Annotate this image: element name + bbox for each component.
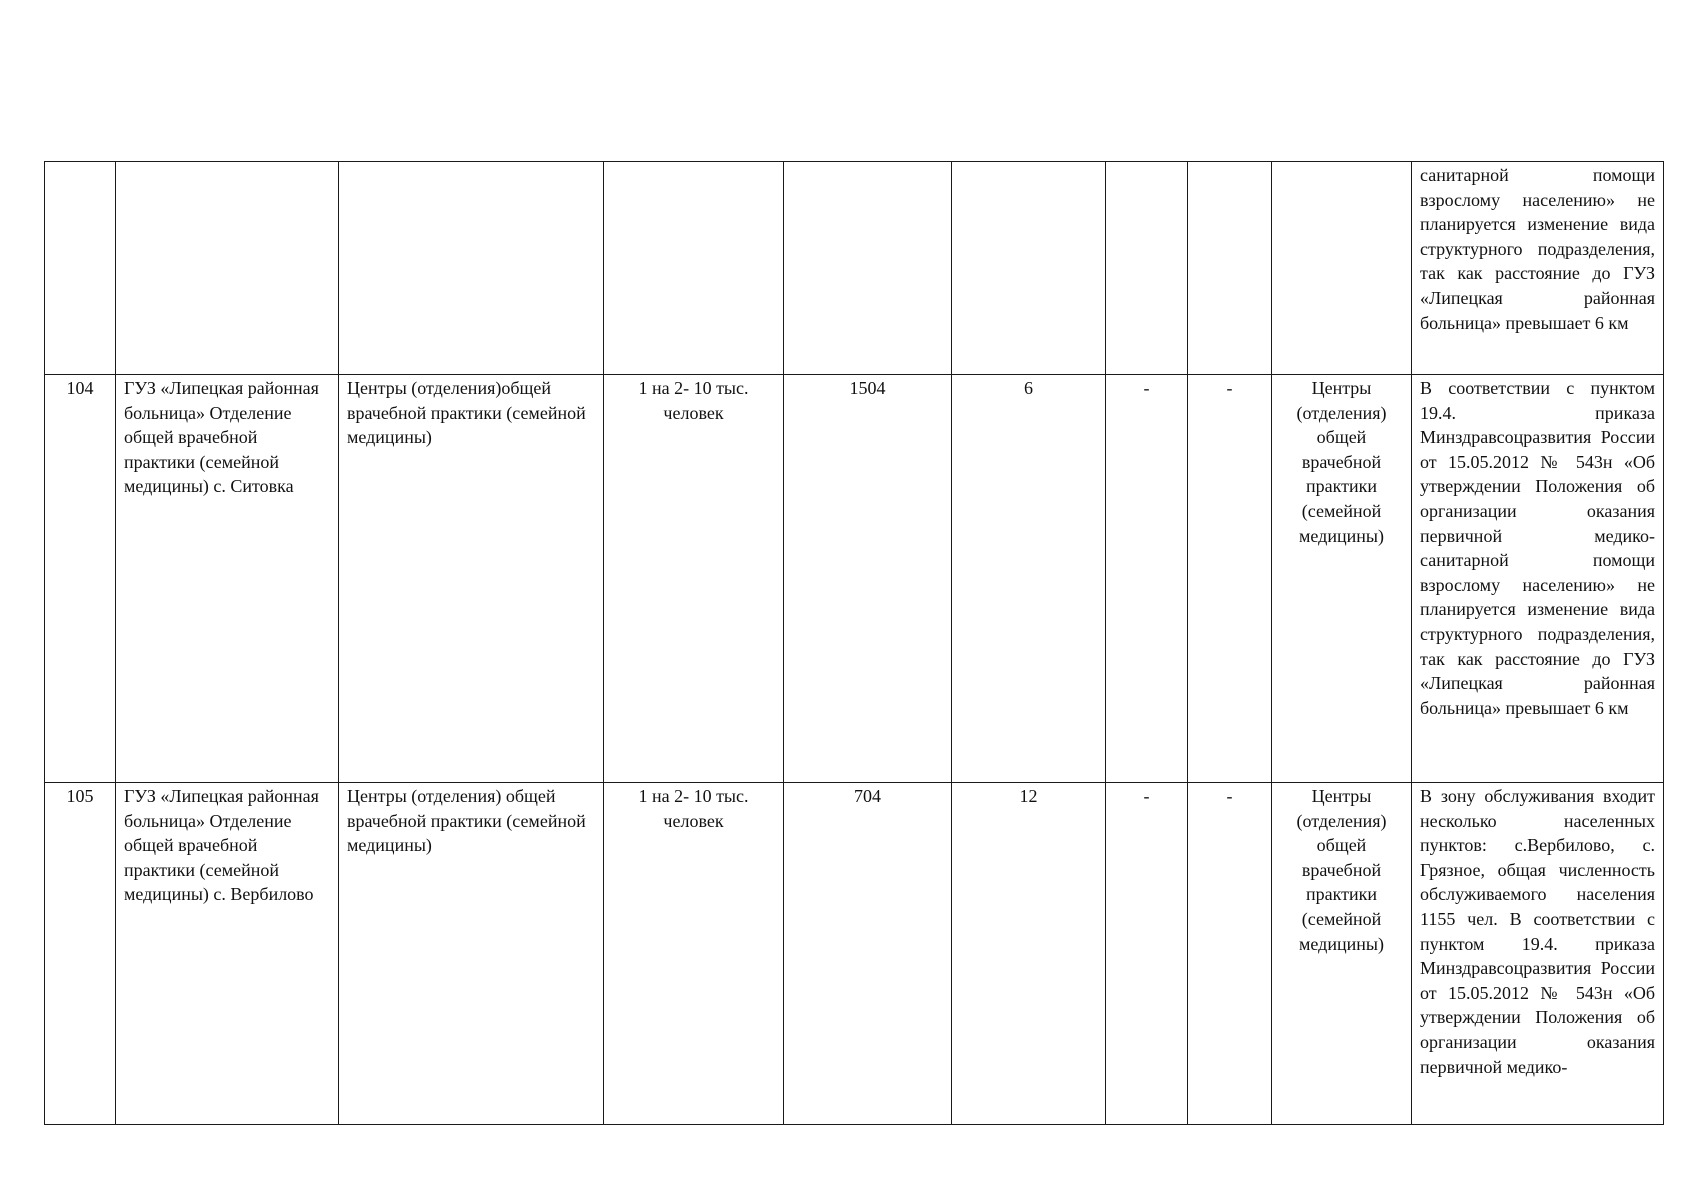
table-row: [45, 375, 1664, 783]
column-7-cell: -: [1106, 783, 1188, 1125]
distance-cell: [952, 162, 1106, 375]
column-7-cell: [1106, 162, 1188, 375]
norm-cell: 1 на 2- 10 тыс. человек: [604, 783, 784, 1125]
column-7-cell: -: [1106, 375, 1188, 783]
table-row: [45, 783, 1664, 1125]
column-8-cell: [1188, 162, 1272, 375]
facilities-table: [44, 161, 1664, 1125]
unit-kind-cell: Центры (отделения) общей врачебной практики (семейной медицины): [1272, 375, 1412, 783]
unit-type-cell: Центры (отделения)общей врачебной практики (семейной медицины): [339, 375, 604, 783]
row-number: [45, 162, 116, 375]
organization-cell: ГУЗ «Липецкая районная больница» Отделение общей врачебной практики (семейной медицины) с. Ситовка: [116, 375, 339, 783]
notes-cell: В зону обслуживания входит несколько населенных пунктов: с.Вербилово, с. Грязное, общая численность обслуживаемого населения 1155 чел. В соответствии с пунктом 19.4. приказа Минздравсоцразвития России от 15.05.2012 № 543н «Об утверждении Положения об организации оказания первичной медико-: [1412, 783, 1664, 1125]
column-8-cell: -: [1188, 783, 1272, 1125]
notes-cell: В соответствии с пунктом 19.4. приказа Минздравсоцразвития России от 15.05.2012 № 543н «Об утверждении Положения об организации оказания первичной медико-санитарной помощи взрослому населению» не планируется изменение вида структурного подразделения, так как расстояние до ГУЗ «Липецкая районная больница» превышает 6 км: [1412, 375, 1664, 783]
distance-cell: 12: [952, 783, 1106, 1125]
population-cell: [784, 162, 952, 375]
unit-type-cell: Центры (отделения) общей врачебной практики (семейной медицины): [339, 783, 604, 1125]
table-row: [45, 162, 1664, 375]
row-number: 104: [45, 375, 116, 783]
organization-cell: ГУЗ «Липецкая районная больница» Отделение общей врачебной практики (семейной медицины) с. Вербилово: [116, 783, 339, 1125]
norm-cell: [604, 162, 784, 375]
population-cell: 704: [784, 783, 952, 1125]
unit-kind-cell: [1272, 162, 1412, 375]
row-number: 105: [45, 783, 116, 1125]
notes-cell: санитарной помощи взрослому населению» не планируется изменение вида структурного подразделения, так как расстояние до ГУЗ «Липецкая районная больница» превышает 6 км: [1412, 162, 1664, 375]
unit-kind-cell: Центры (отделения) общей врачебной практики (семейной медицины): [1272, 783, 1412, 1125]
unit-type-cell: [339, 162, 604, 375]
document-page: [44, 161, 1663, 1125]
population-cell: 1504: [784, 375, 952, 783]
distance-cell: 6: [952, 375, 1106, 783]
organization-cell: [116, 162, 339, 375]
norm-cell: 1 на 2- 10 тыс. человек: [604, 375, 784, 783]
column-8-cell: -: [1188, 375, 1272, 783]
